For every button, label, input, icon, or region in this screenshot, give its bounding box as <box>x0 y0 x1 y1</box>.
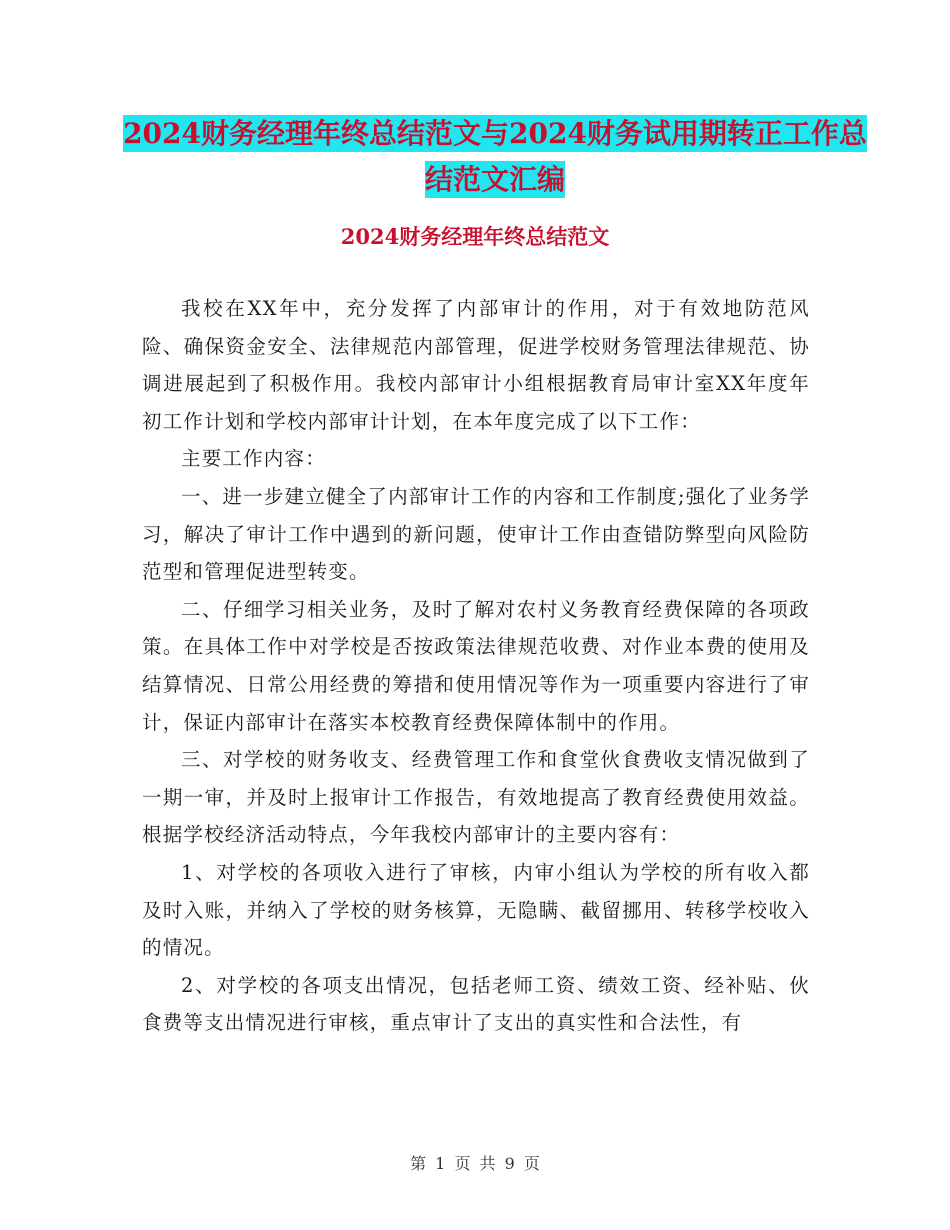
page-footer: 第 1 页 共 9 页 <box>410 1154 540 1173</box>
paragraph-subitem-2: 2、对学校的各项支出情况，包括老师工资、绩效工资、经补贴、伙食费等支出情况进行审核，重点审计了支出的真实性和合法性，有 <box>142 973 810 1035</box>
paragraph-intro: 我校在XX年中，充分发挥了内部审计的作用，对于有效地防范风险、确保资金安全、法律规范内部管理，促进学校财务管理法律规范、协调进展起到了积极作用。我校内部审计小组根据教育局审计室XX年度年初工作计划和学校内部审计计划，在本年度完成了以下工作： <box>142 297 810 433</box>
paragraph-item-3: 三、对学校的财务收支、经费管理工作和食堂伙食费收支情况做到了一期一审，并及时上报审计工作报告，有效地提高了教育经费使用效益。根据学校经济活动特点，今年我校内部审计的主要内容有： <box>142 748 810 847</box>
paragraph-item-1: 一、进一步建立健全了内部审计工作的内容和工作制度;强化了业务学习，解决了审计工作中遇到的新问题，使审计工作由查错防弊型向风险防范型和管理促进型转变。 <box>142 484 810 584</box>
document-body <box>142 290 810 1042</box>
paragraph-subitem-1: 1、对学校的各项收入进行了审核，内审小组认为学校的所有收入都及时入账，并纳入了学校的财务核算，无隐瞒、截留挪用、转移学校收入的情况。 <box>142 860 810 960</box>
document-title <box>120 111 870 203</box>
section-title: 2024财务经理年终总结范文 <box>340 224 610 249</box>
paragraph-main-content-heading: 主要工作内容： <box>181 447 326 471</box>
paragraph-item-2: 二、仔细学习相关业务，及时了解对农村义务教育经费保障的各项政策。在具体工作中对学校是否按政策法律规范收费、对作业本费的使用及结算情况、日常公用经费的筹措和使用情况等作为一项重要内容进行了审计，保证内部审计在落实本校教育经费保障体制中的作用。 <box>142 597 810 734</box>
document-title-text: 2024财务经理年终总结范文与2024财务试用期转正工作总结范文汇编 <box>123 117 867 196</box>
